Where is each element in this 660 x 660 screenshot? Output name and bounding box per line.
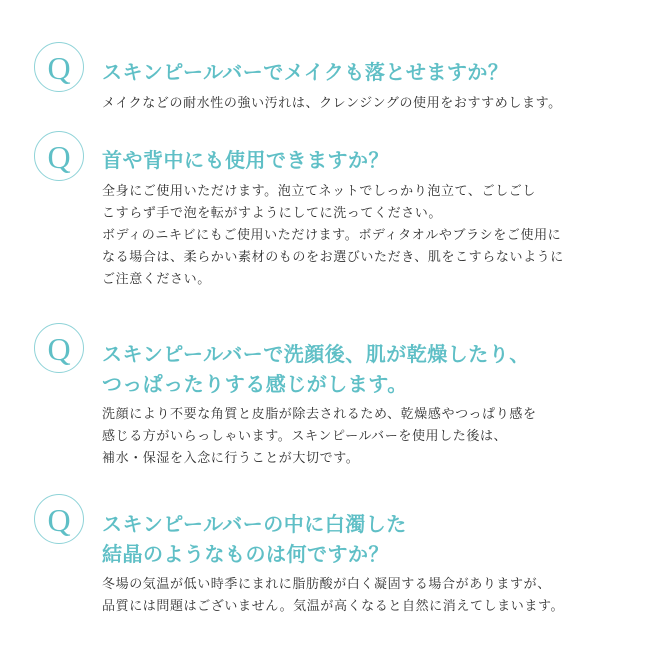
faq-question: スキンピールバーで洗顔後、肌が乾燥したり、 つっぱったりする感じがします。	[102, 342, 530, 396]
faq-question: スキンピールバーの中に白濁した 結晶のようなものは何ですか？	[102, 512, 407, 566]
faq-answer: 全身にご使用いただけます。泡立てネットでしっかり泡立て、ごしごし こすらず手で泡を転がすようにしてに洗ってください。 ボディのニキビにもご使用いただけます。ボディタオルやブラシをご使用に なる場合は、柔らかい素材のものをお選びいただき、肌をこすらないように ご注意ください。	[102, 184, 564, 287]
faq-question: スキンピールバーでメイクも落とせますか？	[102, 60, 509, 84]
faq-answer: 洗顔により不要な角質と皮脂が除去されるため、乾燥感やつっぱり感を 感じる方がいらっしゃいます。スキンピールバーを使用した後は、 補水・保湿を入念に行うことが大切です。	[102, 407, 537, 466]
faq-answer: メイクなどの耐水性の強い汚れは、クレンジングの使用をおすすめします。	[102, 96, 562, 111]
q-badge-icon	[34, 494, 84, 544]
q-badge-icon	[34, 323, 84, 373]
q-letter: Q	[47, 50, 71, 86]
q-letter: Q	[47, 502, 71, 538]
faq-question: 首や背中にも使用できますか？	[102, 148, 389, 172]
q-badge-icon	[34, 131, 84, 181]
q-letter: Q	[47, 331, 71, 367]
faq-answer: 冬場の気温が低い時季にまれに脂肪酸が白く凝固する場合がありますが、 品質には問題はございません。気温が高くなると自然に消えてしまいます。	[102, 577, 565, 614]
q-badge-icon	[34, 42, 84, 92]
q-letter: Q	[47, 139, 71, 175]
